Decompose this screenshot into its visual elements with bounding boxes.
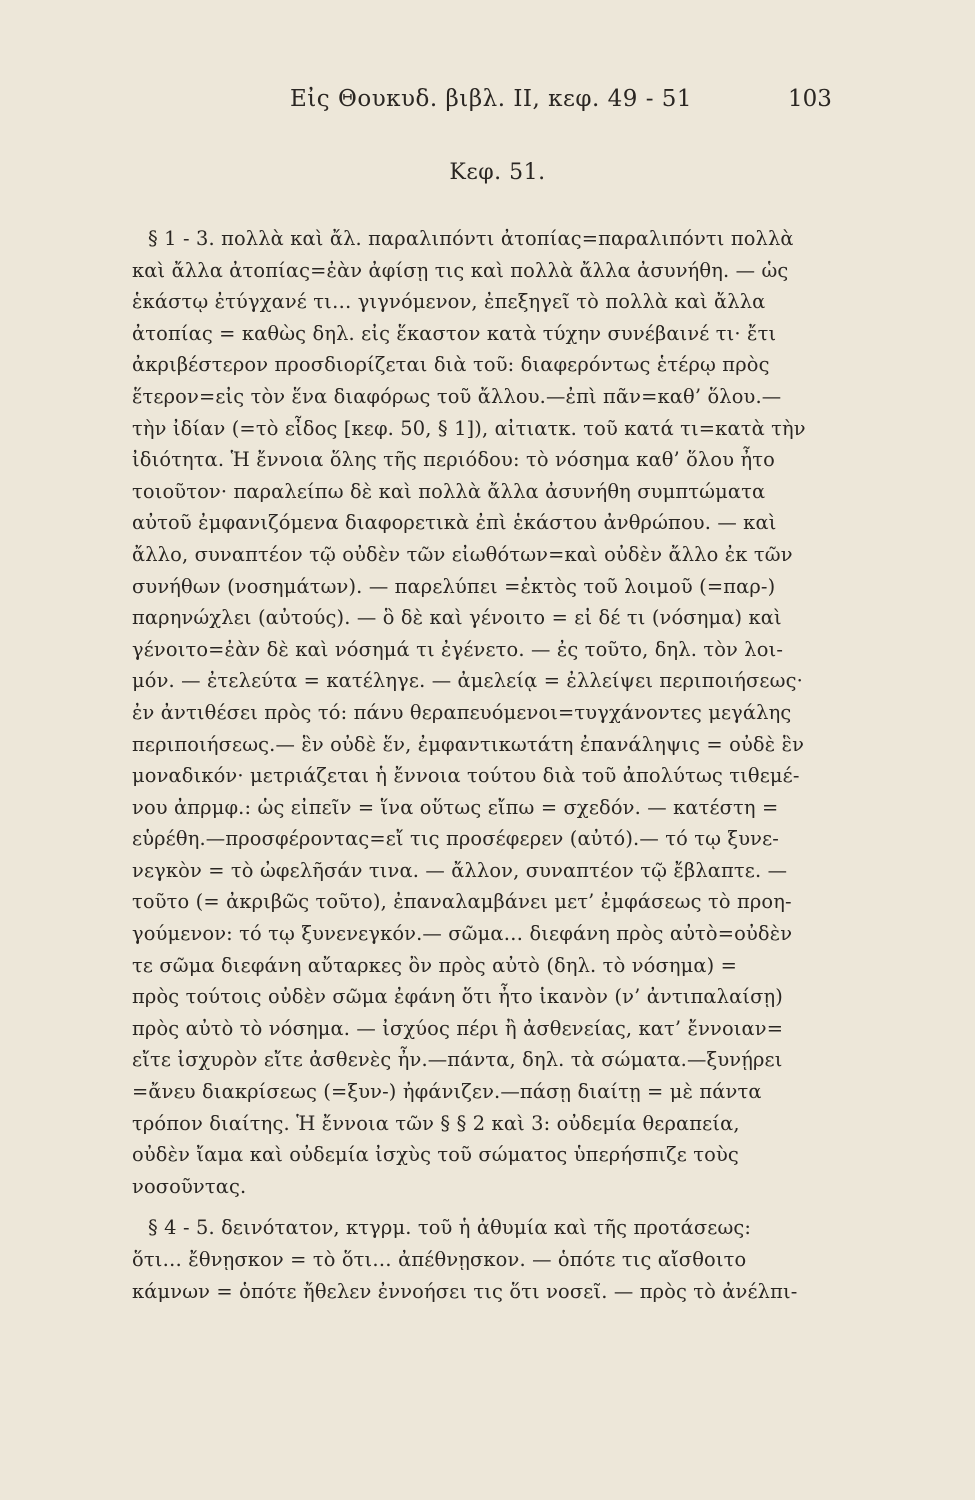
text-line: γούμενον: τό τῳ ξυνενεγκόν.— σῶμα… διεφάνη πρὸς αὐτὸ=οὐδὲν (132, 922, 793, 946)
text-line: οὐδὲν ἴαμα καὶ οὐδεμία ἰσχὺς τοῦ σώματος ὑπερήσπιζε τοὺς (132, 1143, 739, 1167)
text-line: τοῦτο (= ἀκριβῶς τοῦτο), ἐπαναλαμβάνει μετ’ ἐμφάσεως τὸ προη- (132, 890, 792, 914)
paragraph-gap (132, 1202, 862, 1212)
text-line: γένοιτο=ἐὰν δὲ καὶ νόσημά τι ἐγένετο. — ἐς τοῦτο, δηλ. τὸν λοι- (132, 637, 784, 661)
text-line: ἰδιότητα. Ἡ ἔννοια ὅλης τῆς περιόδου: τὸ νόσημα καθ’ ὅλου ἦτο (132, 448, 775, 472)
text-line: πρὸς αὐτὸ τὸ νόσημα. — ἰσχύος πέρι ἢ ἀσθενείας, κατ’ ἔννοιαν= (132, 1016, 784, 1040)
text-line: τὴν ἰδίαν (=τὸ εἶδος [κεφ. 50, § 1]), αἰτιατκ. τοῦ κατά τι=κατὰ τὴν (132, 416, 806, 440)
text-line: αὐτοῦ ἐμφανιζόμενα διαφορετικὰ ἐπὶ ἑκάστου ἀνθρώπου. — καὶ (132, 511, 777, 535)
text-line: τρόπον διαίτης. Ἡ ἔννοια τῶν § § 2 καὶ 3: οὐδεμία θεραπεία, (132, 1111, 740, 1135)
text-line: νοσοῦντας. (132, 1174, 247, 1198)
paragraph-2 (132, 1212, 862, 1307)
text-line: περιποιήσεως.— ἓν οὐδὲ ἕν, ἐμφαντικωτάτη ἐπανάληψις = οὐδὲ ἓν (132, 732, 805, 756)
text-line: εὑρέθη.—προσφέροντας=εἴ τις προσέφερεν (αὐτό).— τό τῳ ξυνε- (132, 827, 779, 851)
text-line: =ἄνευ διακρίσεως (=ξυν-) ἠφάνιζεν.—πάσῃ διαίτῃ = μὲ πάντα (132, 1080, 762, 1104)
text-line: ἑκάστῳ ἐτύγχανέ τι… γιγνόμενον, ἐπεξηγεῖ τὸ πολλὰ καὶ ἄλλα (132, 290, 766, 314)
text-line: συνήθων (νοσημάτων). — παρελύπει =ἐκτὸς τοῦ λοιμοῦ (=παρ-) (132, 574, 776, 598)
text-line: ἀτοπίας = καθὼς δηλ. εἰς ἕκαστον κατὰ τύχην συνέβαινέ τι· ἔτι (132, 321, 777, 345)
text-line: μόν. — ἐτελεύτα = κατέληγε. — ἀμελείᾳ = ἐλλείψει περιποιήσεως· (132, 669, 803, 693)
text-line: ὅτι… ἔθνῃσκον = τὸ ὅτι… ἀπέθνῃσκον. — ὁπότε τις αἴσθοιτο (132, 1248, 747, 1271)
text-line: εἴτε ἰσχυρὸν εἴτε ἀσθενὲς ἦν.—πάντα, δηλ. τὰ σώματα.—ξυνῄρει (132, 1048, 783, 1072)
page-number: 103 (788, 86, 832, 112)
text-line: ἀκριβέστερον προσδιορίζεται διὰ τοῦ: διαφερόντως ἑτέρῳ πρὸς (132, 353, 770, 377)
text-line: παρηνώχλει (αὐτούς). — ὃ δὲ καὶ γένοιτο = εἰ δέ τι (νόσημα) καὶ (132, 606, 782, 630)
text-line: § 1 - 3. πολλὰ καὶ ἄλ. παραλιπόντι ἀτοπίας=παραλιπόντι πολλὰ (148, 227, 794, 250)
page-header (0, 86, 975, 126)
paragraph-1 (132, 223, 862, 1202)
text-line: ἄλλο, συναπτέον τῷ οὐδὲν τῶν εἰωθότων=καὶ οὐδὲν ἄλλο ἐκ τῶν (132, 542, 793, 566)
text-line: νεγκὸν = τὸ ὠφελῆσάν τινα. — ἄλλον, συναπτέον τῷ ἔβλαπτε. — (132, 858, 788, 882)
commentary-text (132, 223, 862, 1307)
text-line: κάμνων = ὁπότε ἤθελεν ἐννοήσει τις ὅτι νοσεῖ. — πρὸς τὸ ἀνέλπι- (132, 1279, 798, 1303)
text-line: ἕτερον=εἰς τὸν ἕνα διαφόρως τοῦ ἄλλου.—ἐπὶ πᾶν=καθ’ ὅλου.— (132, 384, 782, 408)
text-line: καὶ ἄλλα ἀτοπίας=ἐὰν ἀφίσῃ τις καὶ πολλὰ ἄλλα ἀσυνήθη. — ὡς (132, 258, 789, 282)
text-line: τε σῶμα διεφάνη αὔταρκες ὂν πρὸς αὐτὸ (δηλ. τὸ νόσημα) = (132, 953, 738, 977)
text-line: πρὸς τούτοις οὐδὲν σῶμα ἐφάνη ὅτι ἦτο ἱκανὸν (ν’ ἀντιπαλαίσῃ) (132, 985, 783, 1009)
text-line: μοναδικόν· μετριάζεται ἡ ἔννοια τούτου διὰ τοῦ ἀπολύτως τιθεμέ- (132, 764, 800, 788)
text-line: § 4 - 5. δεινότατον, κτγρμ. τοῦ ἡ ἀθυμία καὶ τῆς προτάσεως: (148, 1216, 752, 1240)
text-line: νου ἀπρμφ.: ὡς εἰπεῖν = ἵνα οὕτως εἴπω = σχεδόν. — κατέστη = (132, 795, 779, 819)
running-head: Εἰς Θουκυδ. βιβλ. II, κεφ. 49 - 51 (290, 86, 693, 112)
chapter-heading: Κεφ. 51. (449, 160, 546, 185)
text-line: τοιοῦτον· παραλείπω δὲ καὶ πολλὰ ἄλλα ἀσυνήθη συμπτώματα (132, 479, 766, 503)
text-line: ἐν ἀντιθέσει πρὸς τό: πάνυ θεραπευόμενοι=τυγχάνοντες μεγάλης (132, 700, 792, 724)
